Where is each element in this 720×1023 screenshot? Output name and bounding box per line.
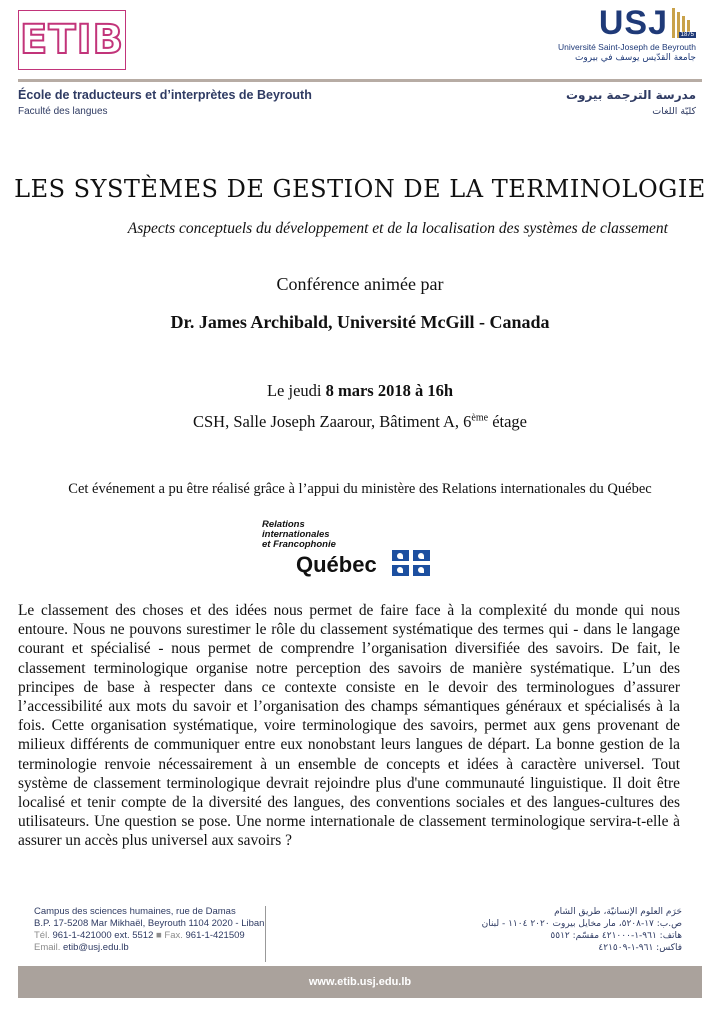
footer-ar-line2: ص.ب: ١٧-٥٢٠٨، مار مخايل بيروت ٢٠٢٠ ١١٠٤ - لبنان	[481, 919, 682, 929]
event-venue	[0, 412, 720, 432]
body-paragraph: Le classement des choses et des idées nous permet de faire face à la complexité du monde qui nous entoure. Nous ne pouvons surestimer le rôle du classement systématique des termes qui - dans le langage courant et spécialisé - nous permet de comprendre l’organisation diversifiée des savoirs. De fait, le classement terminologique organise notre perception des savoirs de manière systématique. L’un des principes de base à respecter dans ce contexte consiste en le devoir des terminologues d’assurer l’accessibilité aux mots du savoir et l’organisation des champs sémantiques généraux et spécialisés à la fois. Cette organisation systématique, voire terminologique des savoirs, permet aux gens provenant de milieux différents de communiquer entre eux nonobstant leurs langues de départ. La bonne gestion de la terminologie renvoie nécessairement à un ensemble de concepts et idées à caractère universel. Tout système de classement terminologique devrait rejoindre plus d'une communauté linguistique. Il doit être localisé et tenir compte de la diversité des langues, des conventions sociales et des langues-cultures des utilisateurs. Une question se pose. Une norme internationale de classement terminologique servira-t-elle à assurer un accès plus universel aux savoirs ?	[18, 602, 680, 850]
footer-ar-line1: حَرَم العلوم الإنسانيّة، طريق الشام	[554, 907, 682, 917]
quebec-flag-icon	[392, 550, 430, 576]
usj-logo-text: USJ	[598, 4, 668, 42]
conference-by-label: Conférence animée par	[276, 274, 444, 294]
quebec-logo-line1: Relations	[262, 519, 305, 530]
website-link[interactable]: www.etib.usj.edu.lb	[308, 976, 412, 988]
header-divider	[18, 79, 702, 82]
quebec-logo-name: Québec	[296, 552, 377, 577]
school-title-fr: École de traducteurs et d’interprètes de Beyrouth	[18, 88, 312, 102]
footer-address-line2: B.P. 17-5208 Mar Mikhaël, Beyrouth 1104 2020 - Liban	[34, 918, 265, 929]
usj-name-fr: Université Saint-Joseph de Beyrouth	[558, 42, 696, 52]
tel-label: Tél.	[34, 930, 53, 941]
venue-main: CSH, Salle Joseph Zaarour, Bâtiment A, 6	[192, 412, 472, 431]
speaker-name: Dr. James Archibald, Université McGill - Canada	[170, 312, 550, 332]
quebec-logo	[262, 520, 442, 582]
footer-address-fr	[34, 906, 264, 954]
quebec-logo-line2: internationales	[262, 529, 330, 540]
email-label: Email.	[34, 942, 64, 953]
quebec-logo-line3: et Francophonie	[262, 539, 336, 550]
footer-divider	[265, 906, 266, 962]
venue-end: étage	[488, 412, 528, 431]
event-title: LES SYSTÈMES DE GESTION DE LA TERMINOLOGIE	[14, 175, 706, 203]
footer-ar-line3: هاتف: ٩٦١-١-٤٢١٠٠٠ مقسّم: ٥٥١٢	[550, 931, 682, 941]
footer-fax: 961-1-421509	[185, 930, 245, 941]
footer-tel: 961-1-421000 ext. 5512	[52, 930, 154, 941]
school-name-fr	[18, 88, 312, 117]
date-prefix: Le jeudi	[266, 381, 326, 400]
fax-label: ■ Fax.	[153, 930, 186, 941]
etib-logo-text: ETIB	[20, 17, 124, 63]
event-subtitle: Aspects conceptuels du développement et de la localisation des systèmes de classement	[127, 220, 668, 237]
faculty-fr: Faculté des langues	[18, 106, 108, 117]
school-title-ar: مدرسة الترجمة بيروت	[565, 88, 696, 102]
date-value: 8 mars 2018 à 16h	[325, 381, 454, 400]
footer-address-ar	[280, 906, 682, 954]
event-date	[0, 381, 720, 401]
footer-email[interactable]: etib@usj.edu.lb	[63, 942, 129, 953]
footer-ar-line4: فاكس: ٩٦١-١-٤٢١٥٠٩	[598, 943, 682, 953]
sponsor-thanks: Cet événement a pu être réalisé grâce à l’appui du ministère des Relations internationales du Québec	[68, 481, 652, 497]
school-name-ar	[566, 88, 696, 117]
footer-address-line1: Campus des sciences humaines, rue de Damas	[34, 906, 236, 917]
venue-floor-suffix: ème	[471, 412, 489, 424]
usj-name-ar: جامعة القدّيس يوسف في بيروت	[574, 53, 696, 63]
usj-logo	[528, 6, 696, 70]
faculty-ar: كليّة اللغات	[652, 106, 696, 117]
footer-website-bar	[18, 966, 702, 998]
usj-founding-year: 1875	[680, 32, 694, 38]
etib-logo	[18, 10, 126, 70]
